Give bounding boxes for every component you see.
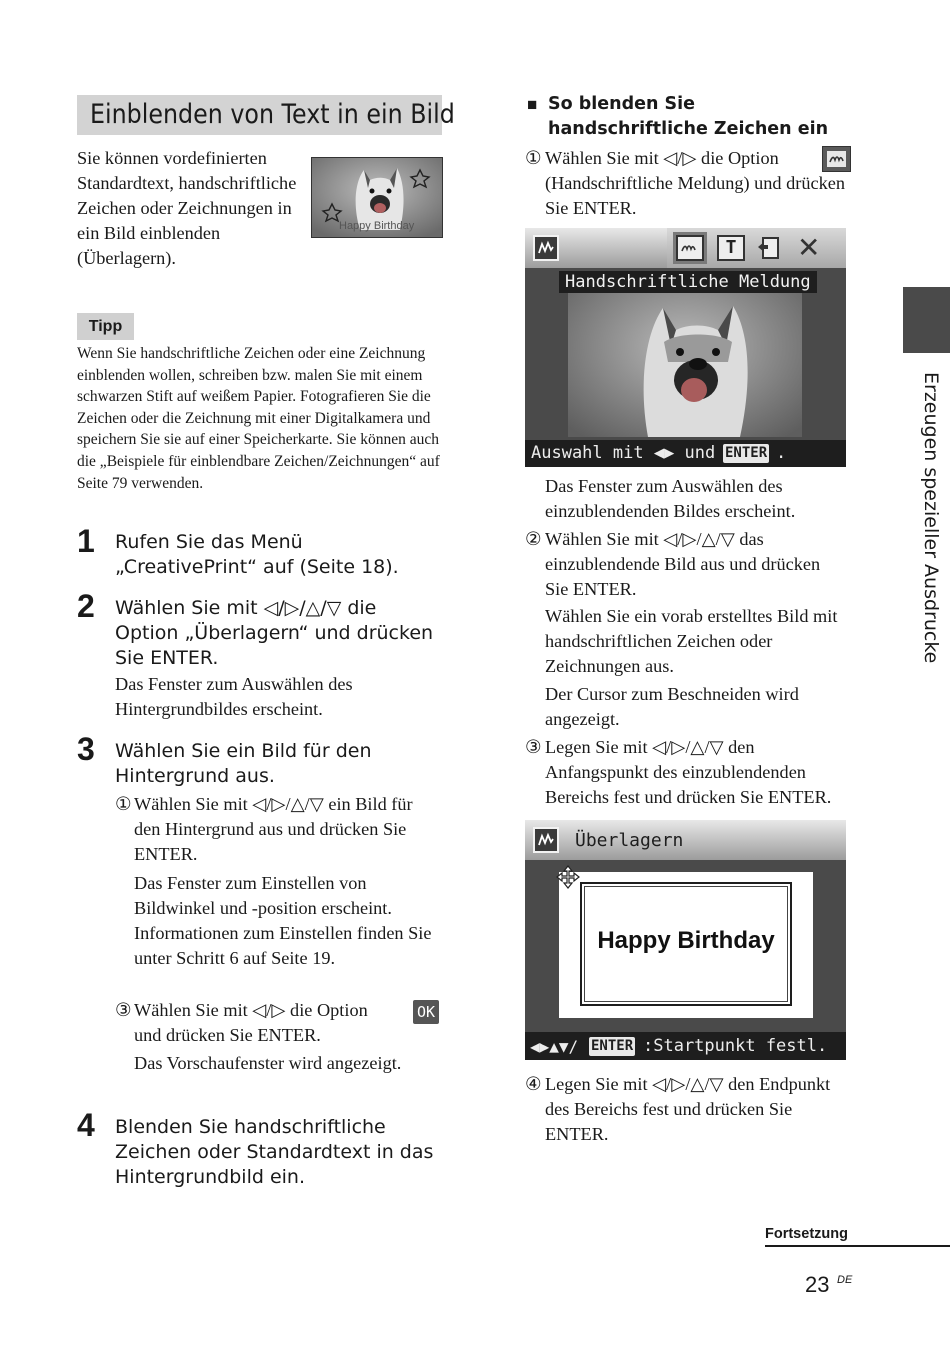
- r-step-3-text: Legen Sie mit ◁/▷/△/▽ den Anfangspunkt des einzublendenden Bereichs fest und drücken Sie ENTER.: [545, 737, 832, 807]
- step-2-number: 2: [77, 588, 95, 624]
- step-3-heading: Wählen Sie ein Bild für den Hintergrund aus.: [115, 740, 372, 787]
- r-step-2-marker: ②: [525, 529, 542, 549]
- intro-paragraph: Sie können vordefinierten Standardtext, handschriftliche Zeichen oder Zeichnungen in ein Bild einblenden (Überlagern).: [77, 148, 297, 268]
- handwriting-option-icon: [822, 146, 851, 172]
- page-title: Einblenden von Text in ein Bild: [90, 99, 455, 130]
- r-step-4-text: Legen Sie mit ◁/▷/△/▽ den Endpunkt des Bereichs fest und drücken Sie ENTER.: [545, 1074, 831, 1144]
- screen-2-hint-arrows: ◀▶▲▼/: [530, 1037, 579, 1056]
- screen-2-title: Überlagern: [575, 830, 684, 851]
- screen-1-hint-end: .: [776, 443, 787, 463]
- ok-button-icon: OK: [413, 1000, 439, 1024]
- crop-cursor-icon[interactable]: [555, 864, 581, 890]
- step-3-sub2-marker: ③: [115, 1000, 132, 1020]
- r-step-2-note-1: Wählen Sie ein vorab erstelltes Bild mit handschriftlichen Zeichen oder Zeichnungen aus.: [545, 606, 838, 676]
- card-text: Happy Birthday: [597, 927, 775, 954]
- chapter-tab-marker: [903, 287, 950, 353]
- dog-photo-preview: [568, 272, 802, 437]
- r-step-1-marker: ①: [525, 148, 542, 168]
- step-3-sub1-marker: ①: [115, 794, 132, 814]
- r-step-1-text-cont: (Handschriftliche Meldung) und drücken Sie ENTER.: [545, 173, 846, 218]
- r-step-4-marker: ④: [525, 1074, 542, 1094]
- birthday-card: [580, 882, 792, 1006]
- step-1-number: 1: [77, 523, 95, 559]
- subsection-heading: So blenden Sie handschriftliche Zeichen ein: [548, 94, 829, 139]
- step-2-note: Das Fenster zum Auswählen des Hintergrundbildes erscheint.: [115, 674, 353, 719]
- creativeprint-icon: [533, 235, 559, 261]
- handwriting-option-icon-screen[interactable]: [676, 235, 704, 261]
- continuation-label: Fortsetzung: [765, 1226, 848, 1242]
- r-step-2-text: Wählen Sie mit ◁/▷/△/▽ das einzublendende Bild aus und drücken Sie ENTER.: [545, 529, 821, 599]
- step-1-heading: Rufen Sie das Menü „CreativePrint“ auf (Seite 18).: [115, 531, 399, 578]
- tipp-text: Wenn Sie handschriftliche Zeichen oder eine Zeichnung einblenden wollen, schreiben bzw. malen Sie mit einem schwarzen Stift auf weißem Papier. Fotografieren Sie die Zeichen oder die Zeichnung mit einer Digitalkamera und speichern Sie sie auf einer Speicherkarte. Sie können auch die „Beispiele für einblendbare Zeichen/Zeichnungen“ auf Seite 79 verwenden.: [77, 345, 440, 492]
- tipp-label: Tipp: [77, 313, 134, 340]
- step-3-sub2-note: Das Vorschaufenster wird angezeigt.: [134, 1053, 402, 1073]
- step-3-sub1-note: Das Fenster zum Einstellen von Bildwinkel und -position erscheint. Informationen zum Einstellen finden Sie unter Schritt 6 auf Seite 19.: [134, 873, 432, 968]
- text-option-icon[interactable]: T: [717, 235, 745, 261]
- step-2-heading: Wählen Sie mit ◁/▷/△/▽ die Option „Überlagern“ und drücken Sie ENTER.: [115, 597, 434, 669]
- step-4-number: 4: [77, 1107, 95, 1143]
- screen-overlay-start: [525, 820, 846, 1060]
- frame-option-icon[interactable]: [755, 235, 783, 261]
- step-3-sub1-text: Wählen Sie mit ◁/▷/△/▽ ein Bild für den Hintergrund aus und drücken Sie ENTER.: [134, 794, 413, 864]
- r-step-1-note: Das Fenster zum Auswählen des einzublendenden Bildes erscheint.: [545, 476, 796, 521]
- screen-handwriting-select: [525, 228, 846, 467]
- enter-key-badge: ENTER: [725, 445, 768, 461]
- step-3-number: 3: [77, 731, 95, 767]
- step-4-heading: Blenden Sie handschriftliche Zeichen oder Standardtext in das Hintergrundbild ein.: [115, 1116, 434, 1188]
- chapter-tab-label: Erzeugen spezieller Ausdrucke: [920, 372, 942, 664]
- screen-2-hint-text: :Startpunkt festl.: [643, 1036, 828, 1056]
- creativeprint-icon: [533, 827, 559, 853]
- screen-1-mode-label: Handschriftliche Meldung: [559, 271, 817, 293]
- thumbnail-caption: Happy Birthday: [339, 220, 415, 232]
- page-language-suffix: DE: [837, 1274, 853, 1286]
- heading-square-marker: ■: [527, 95, 538, 114]
- enter-key-badge: ENTER: [591, 1038, 634, 1054]
- step-3-sub2-text-cont: und drücken Sie ENTER.: [134, 1025, 321, 1045]
- intro-dog-image: [311, 157, 443, 238]
- continuation-rule: [765, 1245, 950, 1247]
- page-number: 23: [805, 1272, 830, 1297]
- step-3-sub2-text: Wählen Sie mit ◁/▷ die Option: [134, 1000, 368, 1020]
- r-step-3-marker: ③: [525, 737, 542, 757]
- screen-1-hint-text: Auswahl mit ◀▶ und: [531, 443, 716, 463]
- r-step-1-text: Wählen Sie mit ◁/▷ die Option: [545, 148, 779, 168]
- close-icon[interactable]: ✕: [797, 231, 821, 264]
- r-step-2-note-2: Der Cursor zum Beschneiden wird angezeigt.: [545, 684, 799, 729]
- screen-2-toolbar: [525, 820, 846, 860]
